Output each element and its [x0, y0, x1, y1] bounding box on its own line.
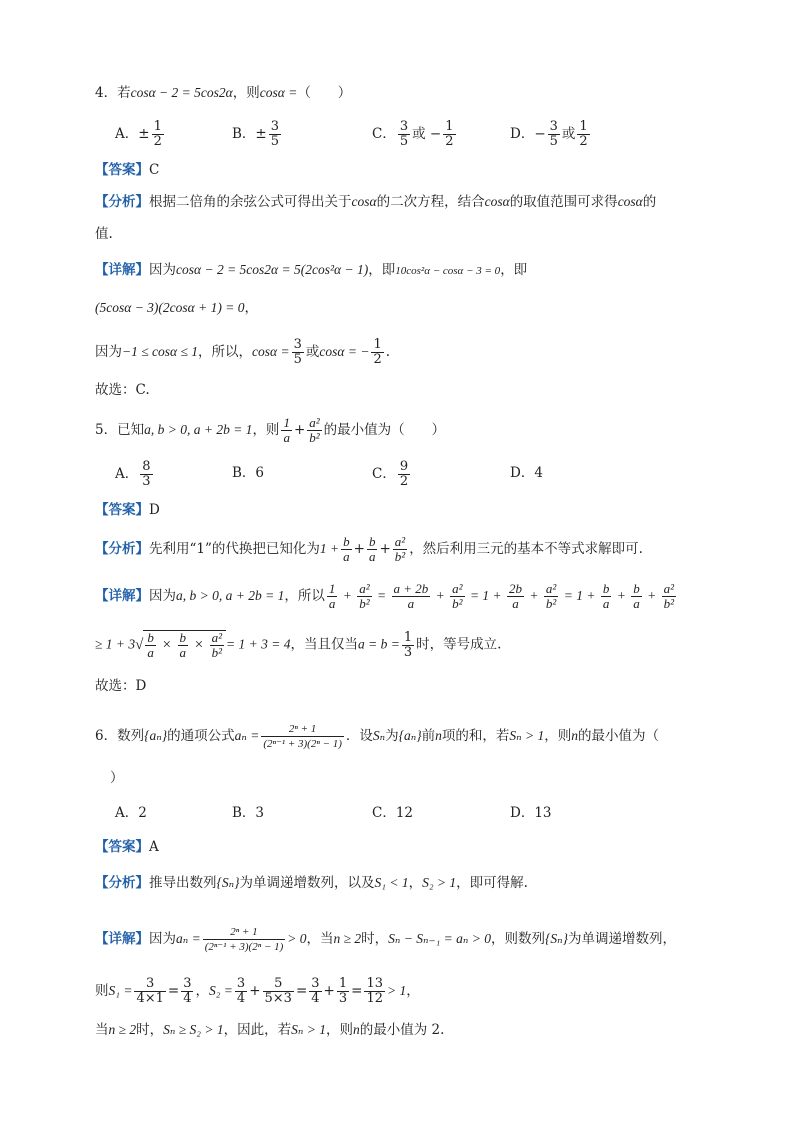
- q5-option-a[interactable]: [115, 460, 155, 489]
- math-operator: = 1 +: [560, 588, 599, 603]
- q4-detail-eq: −1 ≤ cosα ≤ 1: [122, 344, 199, 359]
- q6-detail-eq: n: [352, 1022, 360, 1037]
- analysis-tag: 【分析】: [95, 194, 149, 210]
- q6-option-d[interactable]: [510, 803, 552, 823]
- q6-detail-text: ，: [406, 983, 420, 999]
- q6-stem-fraction: $\frac{\text{2ⁿ + 1}}{\text{(2ⁿ⁻¹ + 3)(2ⁿ − 1)}}$: [263, 723, 342, 750]
- q5-detail-text: 因为: [149, 588, 176, 604]
- q4-option-c-fraction-2: $\frac{1}{2}$: [445, 119, 454, 149]
- q6-detail-op: +: [249, 983, 261, 999]
- math-operator: +: [526, 588, 542, 603]
- q4-option-c-label: C．: [372, 126, 396, 142]
- q4-option-b-label: B．±: [232, 126, 267, 142]
- math-operator: ×: [190, 636, 208, 653]
- q6-detail-text: ，则数列: [490, 931, 545, 947]
- q6-option-d-label: D．13: [510, 805, 552, 821]
- q6-detail-eq: Sₙ > 1: [291, 1022, 326, 1037]
- q6-detail-text: ，当: [306, 931, 334, 947]
- q5-option-a-fraction: $\frac{8}{3}$: [142, 459, 151, 489]
- math-operator: +: [339, 588, 356, 603]
- q6-detail-fraction: $\frac{13}{12}$: [366, 976, 383, 1006]
- q6-option-c-label: C．12: [372, 805, 414, 821]
- q4-analysis-text: 根据二倍角的余弦公式可得出关于: [149, 194, 352, 210]
- q6-detail-fraction: $\frac{1}{3}$: [338, 976, 348, 1006]
- q6-stem-eq: aₙ =: [234, 728, 260, 743]
- q6-detail-text: 的最小值为 2.: [359, 1022, 445, 1038]
- q6-detail-eq: S₁ =: [108, 983, 133, 998]
- math-fraction: $\frac{\text{a²}}{\text{b²}}$: [452, 581, 463, 611]
- q5-answer: [95, 500, 160, 520]
- q6-stem-text: 前: [421, 728, 436, 744]
- q4-detail-text: 因为: [149, 262, 176, 278]
- q5-option-c-label: C．: [372, 466, 396, 482]
- q4-detail-fraction: $\frac{1}{2}$: [373, 337, 382, 367]
- q6-option-b[interactable]: [232, 803, 264, 823]
- q4-stem-eq: cosα − 2 = 5cos2α: [130, 85, 233, 100]
- q6-detail-eq: n ≥ 2: [108, 1022, 137, 1037]
- q6-analysis: [95, 873, 528, 893]
- q5-option-c[interactable]: [372, 460, 412, 489]
- q5-answer-value: D: [149, 502, 160, 518]
- q6-analysis-text: 推导出数列: [149, 875, 217, 891]
- q4-option-d-mid: 或: [561, 126, 576, 142]
- q5-detail-text: ，所以: [284, 588, 325, 604]
- q6-detail-eq: > 0: [287, 931, 307, 946]
- q4-detail-text: .: [385, 344, 391, 360]
- math-operator: +: [613, 588, 630, 603]
- q6-detail-eq: aₙ =: [176, 931, 201, 946]
- q6-detail-op: =: [351, 983, 363, 999]
- q5-stem-fraction: $\frac{1}{a}$: [283, 415, 290, 445]
- q4-detail-text: ，: [244, 300, 258, 316]
- math-operator: ×: [157, 636, 176, 653]
- q4-analysis-text: 的二次方程，结合: [376, 194, 485, 210]
- q6-analysis-eq: S₂ > 1: [422, 875, 457, 890]
- q4-answer: [95, 160, 159, 180]
- q4-option-a-label: A．±: [115, 126, 150, 142]
- q6-option-a[interactable]: [115, 803, 147, 823]
- q6-detail-text: 当: [95, 1022, 109, 1038]
- q4-option-c[interactable]: [372, 120, 458, 149]
- q4-detail-line-2: [95, 298, 258, 318]
- q5-option-b-label: B．6: [232, 465, 265, 481]
- q5-choose-text: 故选：D: [95, 678, 147, 694]
- q4-detail-eq: 10cos²α − cosα − 3 = 0: [395, 265, 501, 277]
- q5-stem-suffix: 的最小值为（ ）: [323, 422, 446, 438]
- q5-option-a-label: A．: [115, 466, 139, 482]
- q6-detail-text: 为单调递增数列，: [568, 931, 677, 947]
- q4-answer-value: C: [149, 162, 160, 178]
- math-fraction: $\frac{b}{a}$: [179, 630, 187, 660]
- q6-detail-text: ，: [195, 983, 209, 999]
- math-operator: = 1 +: [466, 588, 506, 603]
- q6-stem-text: ）: [110, 770, 124, 786]
- q6-stem: [95, 722, 659, 751]
- math-fraction: $\frac{b}{a}$: [602, 581, 610, 611]
- q4-analysis-text: 的: [642, 194, 657, 210]
- q6-stem-text: 6．数列: [95, 728, 145, 744]
- q4-detail-text: ，即: [368, 262, 396, 278]
- q6-answer-value: A: [149, 839, 159, 855]
- math-fraction: $\frac{1}{a}$: [328, 581, 336, 611]
- q5-analysis-text: 先利用“1”的代换把已知化为: [149, 541, 320, 557]
- q5-detail-root: √ $\frac{b}{a}$ × $\frac{b}{a}$ × $\frac{\text{a²}}{\text{b²}}$: [135, 630, 226, 660]
- q6-stem-eq: n: [435, 728, 442, 743]
- q6-option-c[interactable]: [372, 803, 413, 823]
- q5-analysis-op: +: [353, 541, 365, 557]
- q5-stem-prefix: 5．已知: [95, 422, 145, 438]
- q4-detail-eq: cosα = −: [319, 344, 370, 359]
- q4-detail-eq: cosα =: [252, 344, 290, 359]
- q6-detail-eq: Sₙ ≥ S₂ > 1: [163, 1022, 224, 1037]
- q4-stem-mid: ，则: [232, 85, 260, 101]
- q4-stem: [95, 83, 351, 103]
- q6-option-b-label: B．3: [232, 805, 265, 821]
- q6-detail-text: 因为: [149, 931, 176, 947]
- q6-stem-eq: Sₙ: [372, 728, 386, 743]
- q5-stem-op: +: [293, 422, 306, 438]
- q5-analysis-fraction: $\frac{\text{a²}}{\text{b²}}$: [394, 534, 406, 564]
- math-fraction: $\frac{\text{a²}}{\text{b²}}$: [663, 581, 674, 611]
- q4-option-b[interactable]: [232, 120, 283, 149]
- q4-analysis-text: 值.: [95, 226, 113, 242]
- math-fraction: $\frac{\text{a²}}{\text{b²}}$: [359, 581, 370, 611]
- analysis-tag: 【分析】: [95, 541, 149, 557]
- q5-stem: [95, 416, 445, 445]
- q6-analysis-eq: {Sₙ}: [216, 875, 240, 890]
- q6-detail-line-3: [95, 1020, 444, 1040]
- q6-detail-text: 则: [95, 983, 109, 999]
- q5-option-d[interactable]: [510, 463, 543, 483]
- q4-detail-text: ，即: [500, 262, 528, 278]
- q6-stem-cont: [110, 768, 124, 788]
- math-fraction: $\frac{\text{a²}}{\text{b²}}$: [211, 630, 223, 660]
- q6-analysis-text: ，: [408, 875, 423, 891]
- q4-option-d[interactable]: [510, 120, 592, 149]
- detail-tag: 【详解】: [95, 588, 149, 604]
- q6-detail-text: ，则: [325, 1022, 353, 1038]
- q5-analysis-text: ，然后利用三元的基本不等式求解即可.: [409, 541, 643, 557]
- q6-detail-fraction: $\frac{5}{5\times 3}$: [264, 976, 292, 1006]
- q6-stem-eq: Sₙ > 1: [509, 728, 545, 743]
- q5-stem-eq: a, b > 0, a + 2b = 1: [144, 422, 253, 437]
- q5-choose: [95, 676, 146, 696]
- q4-detail-line-3: [95, 338, 390, 367]
- q5-option-c-fraction: $\frac{9}{2}$: [399, 459, 409, 489]
- q6-detail-text: ，因此，若: [223, 1022, 292, 1038]
- q4-analysis-cos: cosα: [351, 194, 377, 209]
- q6-detail-fraction: $\frac{3}{4\times 1}$: [136, 976, 164, 1006]
- q4-detail-text: 因为: [95, 344, 122, 360]
- q5-option-d-label: D．4: [510, 465, 543, 481]
- answer-tag: 【答案】: [95, 502, 149, 518]
- q5-analysis-op: +: [379, 541, 391, 557]
- q5-analysis-eq: 1 +: [319, 541, 340, 556]
- q6-option-a-label: A．2: [115, 805, 147, 821]
- q4-stem-ask: cosα =: [259, 85, 298, 100]
- q6-detail-fraction: $\frac{3}{4}$: [311, 976, 320, 1006]
- q5-option-b[interactable]: [232, 463, 264, 483]
- q4-option-d-fraction-1: $\frac{3}{5}$: [549, 119, 558, 149]
- q4-detail-line-1: [95, 260, 527, 281]
- q4-stem-paren: （ ）: [297, 85, 352, 101]
- q5-detail-line-2: [95, 630, 501, 660]
- q4-option-d-fraction-2: $\frac{1}{2}$: [579, 119, 588, 149]
- q6-detail-eq: Sₙ − Sₙ₋₁ = aₙ > 0: [388, 931, 491, 946]
- q6-analysis-text: 为单调递增数列，以及: [239, 875, 375, 891]
- analysis-tag: 【分析】: [95, 875, 149, 891]
- q4-detail-fraction: $\frac{3}{5}$: [293, 337, 302, 367]
- q6-detail-eq: {Sₙ}: [544, 931, 569, 946]
- math-fraction: $\frac{\text{a²}}{\text{b²}}$: [545, 581, 557, 611]
- q5-analysis: [95, 535, 643, 564]
- detail-tag: 【详解】: [95, 931, 149, 947]
- q4-analysis-text: 的取值范围可求得: [509, 194, 618, 210]
- q6-stem-eq: {aₙ}: [144, 728, 168, 743]
- q5-detail-chain: [325, 581, 678, 611]
- math-fraction: $\frac{2b}{a}$: [509, 581, 523, 611]
- q5-stem-fraction: $\frac{\text{a²}}{\text{b²}}$: [309, 415, 320, 445]
- q4-option-a-fraction: $\frac{1}{2}$: [153, 119, 162, 149]
- q6-stem-eq: {aₙ}: [398, 728, 422, 743]
- q6-detail-op: =: [167, 983, 180, 999]
- q4-detail-eq: cosα − 2 = 5cos2α = 5(2cos²α − 1): [176, 262, 369, 277]
- answer-tag: 【答案】: [95, 839, 149, 855]
- q5-detail-eq: a = b =: [358, 636, 400, 652]
- q4-option-c-fraction-1: $\frac{3}{5}$: [399, 119, 409, 149]
- q5-stem-mid: ，则: [252, 422, 280, 438]
- detail-tag: 【详解】: [95, 262, 149, 278]
- math-fraction: $\frac{b}{a}$: [147, 630, 154, 660]
- q5-detail-line-1: [95, 582, 678, 611]
- q6-stem-eq: n: [571, 728, 578, 743]
- q4-analysis-cos: cosα: [617, 194, 643, 209]
- q6-stem-text: 的通项公式: [167, 728, 235, 744]
- q4-choose-text: 故选：C.: [95, 382, 150, 398]
- q6-detail-eq: > 1: [386, 983, 407, 998]
- q4-option-c-mid: 或 −: [412, 126, 442, 142]
- q6-detail-eq: S₂ =: [208, 983, 233, 998]
- q6-detail-line-1: [95, 925, 676, 954]
- math-fraction: $\frac{a + 2b}{a}$: [393, 581, 429, 611]
- q6-detail-line-2: [95, 977, 420, 1006]
- answer-tag: 【答案】: [95, 162, 149, 178]
- q6-detail-fraction: $\frac{\text{2ⁿ + 1}}{\text{(2ⁿ⁻¹ + 3)(2ⁿ − 1)}}$: [204, 926, 284, 953]
- q4-analysis: [95, 192, 656, 212]
- q6-analysis-text: ，即可得解.: [456, 875, 528, 891]
- q4-option-d-label: D．−: [510, 126, 546, 142]
- q6-detail-fraction: $\frac{3}{4}$: [183, 976, 192, 1006]
- q6-analysis-eq: S₁ < 1: [374, 875, 409, 890]
- q6-stem-text: 项的和，若: [441, 728, 510, 744]
- q5-analysis-fraction: $\frac{b}{a}$: [343, 534, 350, 564]
- q6-detail-fraction: $\frac{3}{4}$: [236, 976, 246, 1006]
- q5-detail-text: 时，等号成立.: [416, 636, 502, 653]
- q6-stem-text: 为: [385, 728, 399, 744]
- q4-detail-eq: (5cosα − 3)(2cosα + 1) = 0: [95, 300, 245, 315]
- q6-detail-text: 时，: [136, 1022, 164, 1038]
- q4-choose: [95, 380, 150, 400]
- q5-detail-text: ，当且仅当: [290, 636, 359, 653]
- q6-stem-text: 的最小值为（: [577, 728, 659, 744]
- q4-option-b-fraction: $\frac{3}{5}$: [270, 119, 280, 149]
- q5-detail-eq: a, b > 0, a + 2b = 1: [176, 588, 285, 603]
- math-operator: +: [432, 588, 449, 603]
- q6-stem-text: ．设: [345, 728, 373, 744]
- q6-detail-op: +: [323, 983, 335, 999]
- q4-detail-text: 或: [305, 344, 320, 360]
- q4-analysis-cont: [95, 224, 113, 244]
- q4-stem-prefix: 4．若: [95, 85, 131, 101]
- q4-option-a[interactable]: [115, 120, 166, 149]
- math-operator: +: [643, 588, 660, 603]
- q5-detail-eq: ≥ 1 + 3: [95, 636, 136, 652]
- math-operator: =: [373, 588, 390, 603]
- q6-detail-op: =: [295, 983, 308, 999]
- q4-analysis-cos: cosα: [484, 194, 510, 209]
- q6-answer: [95, 837, 159, 857]
- math-fraction: $\frac{b}{a}$: [633, 581, 640, 611]
- q6-stem-text: ，则: [544, 728, 572, 744]
- q5-detail-eq: = 1 + 3 = 4: [226, 636, 291, 652]
- q5-analysis-fraction: $\frac{b}{a}$: [368, 534, 376, 564]
- q4-detail-text: ，所以，: [198, 344, 253, 360]
- q6-detail-text: 时，: [361, 931, 389, 947]
- q6-detail-eq: n ≥ 2: [333, 931, 362, 946]
- q5-detail-fraction: $\frac{1}{3}$: [403, 629, 413, 660]
